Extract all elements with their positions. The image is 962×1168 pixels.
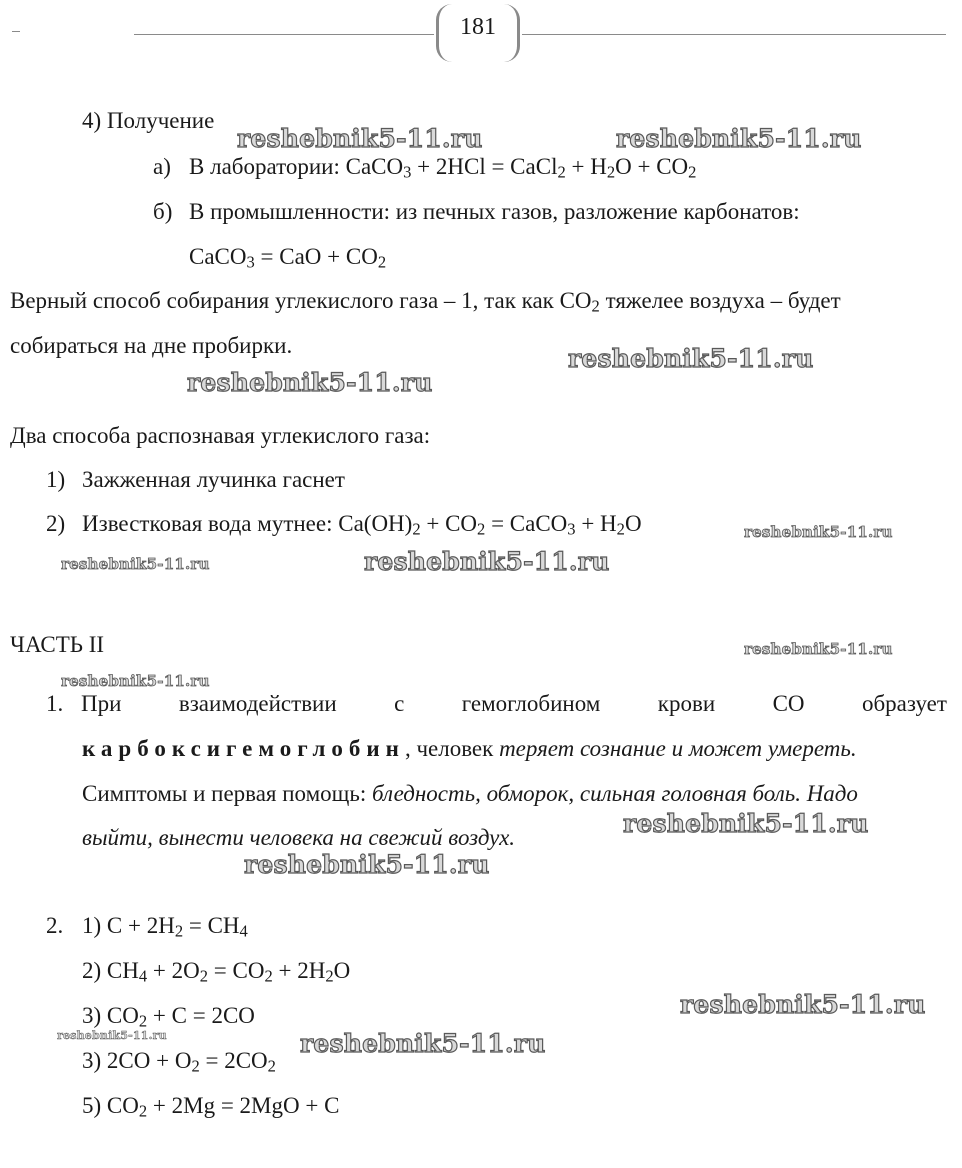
watermark: reshebnik5-11.ru	[744, 640, 893, 658]
reaction-2: 2) $CH_4 + 2O_2 = CO_2 + 2H_2O$	[82, 958, 351, 986]
carboxyhemoglobin-term: карбоксигемоглобин	[82, 736, 405, 761]
watermark: reshebnik5-11.ru	[244, 850, 490, 879]
watermark: reshebnik5-11.ru	[616, 124, 862, 153]
header-dash	[12, 31, 20, 32]
part-2-heading: ЧАСТЬ II	[10, 632, 105, 657]
q1-word: гемоглобином	[461, 691, 601, 716]
lab-method-label: В лаборатории:	[189, 154, 346, 179]
detection-marker-1: 1)	[46, 467, 66, 492]
reaction-4: 3) $2CO + O_2 = 2CO_2$	[82, 1048, 276, 1076]
collection-text-line-2: собираться на дне пробирки.	[10, 333, 293, 358]
q1-line-2-text: , человек	[404, 736, 500, 761]
list-marker-b: б)	[153, 199, 173, 224]
question-1-line-4: выйти, вынести человека на свежий воздух.	[82, 825, 516, 850]
detection-marker-2: 2)	[46, 511, 66, 536]
q1-line-3-text: Симптомы и первая помощь:	[82, 781, 373, 806]
watermark: reshebnik5-11.ru	[61, 672, 210, 690]
q1-word: СО	[772, 691, 805, 716]
watermark: reshebnik5-11.ru	[237, 124, 483, 153]
industry-equation: CaCO$_3$ = CaO + $CO_2$	[189, 244, 387, 272]
reaction-1: 1) $C + 2H_2 = CH_4$	[82, 913, 248, 941]
watermark: reshebnik5-11.ru	[623, 809, 869, 838]
watermark: reshebnik5-11.ru	[61, 555, 210, 573]
collection-text-line-1: Верный способ собирания углекислого газа – 1, так как $CO_2$ тяжелее воздуха – будет	[10, 288, 841, 316]
section-heading-4: 4) Получение	[82, 108, 215, 133]
q1-word: взаимодействии	[178, 691, 337, 716]
header-rule-left	[134, 34, 434, 35]
detection-intro: Два способа распознавая углекислого газа:	[10, 423, 431, 448]
reaction-3: 3) $CO_2 + C = 2CO$	[82, 1003, 255, 1031]
q1-word: образует	[861, 691, 947, 716]
question-1-line-3	[82, 781, 858, 807]
q1-word: крови	[657, 691, 716, 716]
watermark: reshebnik5-11.ru	[364, 547, 610, 576]
page-number: 181	[460, 14, 496, 40]
lab-method-line	[189, 154, 696, 180]
industry-method-line: В промышленности: из печных газов, разложение карбонатов:	[189, 199, 800, 224]
lab-equation: CaCO$_3$ + 2HCl = CaCl$_2$ + $H_2O + CO_2$	[345, 154, 697, 182]
watermark: reshebnik5-11.ru	[57, 1029, 167, 1042]
watermark: reshebnik5-11.ru	[300, 1029, 546, 1058]
detection-item-1: Зажженная лучинка гаснет	[82, 467, 345, 492]
question-1-line-2	[82, 736, 857, 762]
watermark: reshebnik5-11.ru	[568, 344, 814, 373]
question-2-marker: 2.	[46, 913, 64, 938]
limewater-equation: $Ca(OH)_2 + CO_2$ = CaCO$_3$ + $H_2O$	[338, 511, 642, 539]
q1-line-3-italic: бледность, обморок, сильная головная боль. Надо	[372, 781, 858, 806]
list-marker-a: а)	[153, 154, 171, 179]
detection-item-2-label: Известковая вода мутнее:	[82, 511, 339, 536]
detection-item-2	[82, 511, 642, 537]
watermark: reshebnik5-11.ru	[187, 368, 433, 397]
collection-text-part-a: Верный способ собирания углекислого газа – 1, так как CO	[10, 288, 592, 313]
question-1-line-1	[81, 691, 947, 717]
reaction-5: 5) $CO_2 + 2Mg = 2MgO + C$	[82, 1093, 340, 1121]
collection-text-part-b: тяжелее воздуха – будет	[599, 288, 841, 313]
question-1-marker: 1.	[46, 691, 64, 716]
q1-line-2-italic: теряет сознание и может умереть.	[499, 736, 857, 761]
watermark: reshebnik5-11.ru	[744, 523, 893, 541]
q1-word: При	[81, 691, 122, 716]
watermark: reshebnik5-11.ru	[680, 990, 926, 1019]
q1-word: с	[394, 691, 405, 716]
header-rule-right	[522, 34, 946, 35]
